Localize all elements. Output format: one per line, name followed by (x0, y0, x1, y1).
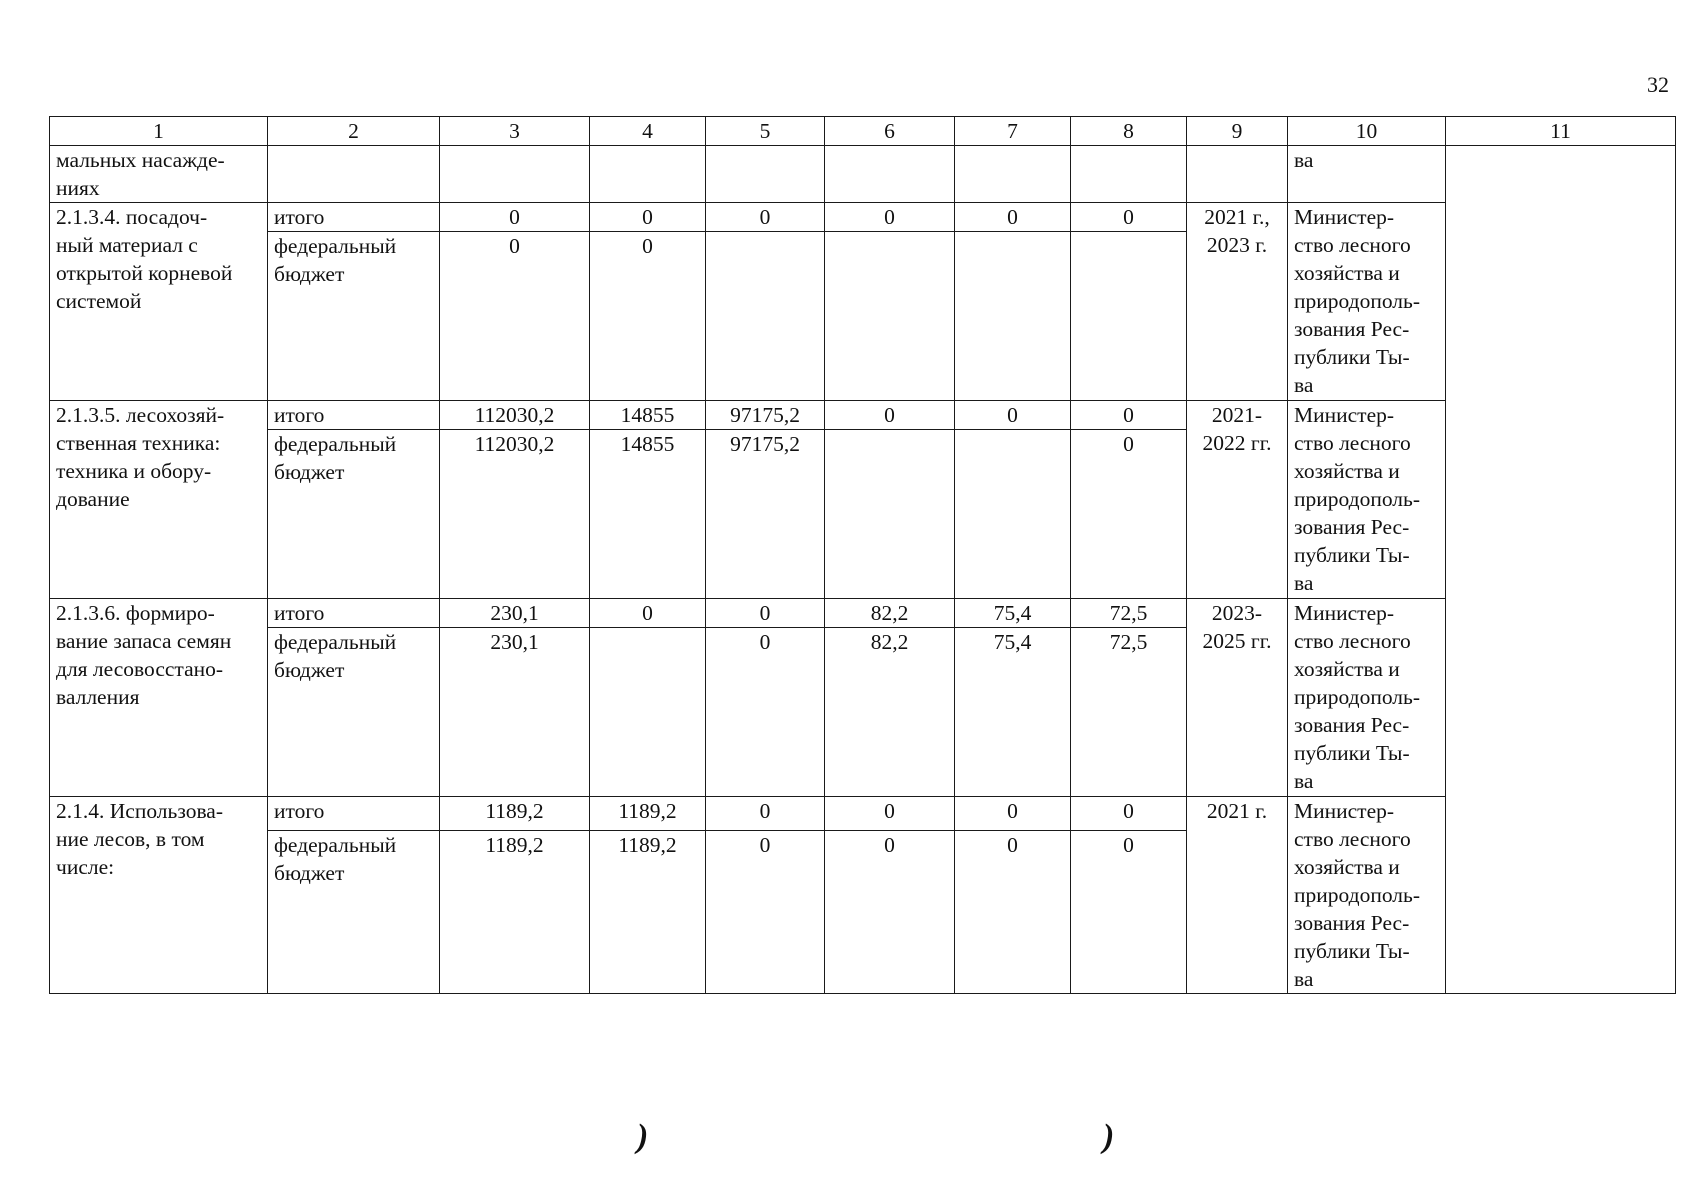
executor-cell: Министер- ство лесного хозяйства и природополь- зования Рес- публики Ты- ва (1288, 203, 1446, 401)
empty-cell (590, 146, 706, 203)
amount-cell: 97175,2 (706, 430, 825, 599)
table-row (50, 797, 1676, 831)
amount-cell: 112030,2 (440, 401, 590, 430)
amount-cell: 0 (440, 232, 590, 401)
source-label-cell: федеральный бюджет (268, 430, 440, 599)
header-cell: 7 (955, 117, 1071, 146)
empty-cell (1071, 146, 1187, 203)
empty-cell (440, 146, 590, 203)
amount-cell: 0 (590, 599, 706, 628)
source-label-cell: итого (268, 797, 440, 831)
table-row (50, 401, 1676, 430)
empty-cell (1187, 146, 1288, 203)
executor-cell: Министер- ство лесного хозяйства и природополь- зования Рес- публики Ты- ва (1288, 797, 1446, 994)
amount-cell: 0 (590, 203, 706, 232)
amount-cell: 72,5 (1071, 599, 1187, 628)
header-cell: 3 (440, 117, 590, 146)
header-cell: 11 (1446, 117, 1676, 146)
amount-cell: 230,1 (440, 628, 590, 797)
header-cell: 8 (1071, 117, 1187, 146)
header-cell: 2 (268, 117, 440, 146)
amount-cell: 1189,2 (440, 797, 590, 831)
amount-cell: 0 (440, 203, 590, 232)
executor-cell: Министер- ство лесного хозяйства и природополь- зования Рес- публики Ты- ва (1288, 401, 1446, 599)
amount-cell: 0 (706, 831, 825, 994)
page-number: 32 (1647, 72, 1669, 97)
item-name-cell: 2.1.4. Использова- ние лесов, в том числе: (50, 797, 268, 994)
source-label-cell: итого (268, 599, 440, 628)
continuation-row (50, 146, 1676, 203)
amount-cell (1071, 232, 1187, 401)
table-row (50, 599, 1676, 628)
amount-cell (825, 430, 955, 599)
amount-cell: 0 (825, 203, 955, 232)
amount-cell: 0 (1071, 797, 1187, 831)
amount-cell: 112030,2 (440, 430, 590, 599)
source-label-cell: итого (268, 401, 440, 430)
item-name-cell: 2.1.3.6. формиро- вание запаса семян для лесовосстано- валления (50, 599, 268, 797)
amount-cell (825, 232, 955, 401)
budget-table (49, 116, 1676, 994)
amount-cell: 1189,2 (590, 797, 706, 831)
amount-cell: 0 (825, 401, 955, 430)
amount-cell: 0 (1071, 831, 1187, 994)
header-row (50, 117, 1676, 146)
amount-cell: 1189,2 (440, 831, 590, 994)
continuation-name-cell: мальных насажде- ниях (50, 146, 268, 203)
executor-cell: Министер- ство лесного хозяйства и природополь- зования Рес- публики Ты- ва (1288, 599, 1446, 797)
amount-cell: 97175,2 (706, 401, 825, 430)
amount-cell: 0 (955, 831, 1071, 994)
amount-cell: 0 (955, 797, 1071, 831)
column-11-cell (1446, 146, 1676, 994)
amount-cell: 75,4 (955, 599, 1071, 628)
amount-cell: 14855 (590, 401, 706, 430)
amount-cell: 230,1 (440, 599, 590, 628)
source-label-cell: федеральный бюджет (268, 232, 440, 401)
empty-cell (706, 146, 825, 203)
table-row (50, 203, 1676, 232)
header-cell: 4 (590, 117, 706, 146)
amount-cell: 14855 (590, 430, 706, 599)
amount-cell: 72,5 (1071, 628, 1187, 797)
header-cell: 5 (706, 117, 825, 146)
years-cell: 2021- 2022 гг. (1187, 401, 1288, 599)
amount-cell (955, 232, 1071, 401)
empty-cell (955, 146, 1071, 203)
amount-cell (590, 628, 706, 797)
empty-cell (268, 146, 440, 203)
amount-cell: 1189,2 (590, 831, 706, 994)
handwritten-mark: ) (1103, 1118, 1115, 1155)
amount-cell: 0 (706, 797, 825, 831)
amount-cell: 0 (825, 797, 955, 831)
amount-cell: 0 (706, 203, 825, 232)
continuation-executor-cell: ва (1288, 146, 1446, 203)
source-label-cell: федеральный бюджет (268, 628, 440, 797)
amount-cell: 0 (955, 401, 1071, 430)
item-name-cell: 2.1.3.4. посадоч- ный материал с открытой корневой системой (50, 203, 268, 401)
years-cell: 2023- 2025 гг. (1187, 599, 1288, 797)
source-label-cell: итого (268, 203, 440, 232)
years-cell: 2021 г. (1187, 797, 1288, 994)
header-cell: 9 (1187, 117, 1288, 146)
amount-cell (706, 232, 825, 401)
amount-cell: 82,2 (825, 599, 955, 628)
handwritten-mark: ) (637, 1118, 649, 1155)
years-cell: 2021 г., 2023 г. (1187, 203, 1288, 401)
amount-cell: 0 (1071, 401, 1187, 430)
amount-cell: 82,2 (825, 628, 955, 797)
header-cell: 6 (825, 117, 955, 146)
amount-cell: 0 (590, 232, 706, 401)
amount-cell (955, 430, 1071, 599)
amount-cell: 0 (955, 203, 1071, 232)
empty-cell (825, 146, 955, 203)
source-label-cell: федеральный бюджет (268, 831, 440, 994)
item-name-cell: 2.1.3.5. лесохозяй- ственная техника: техника и обору- дование (50, 401, 268, 599)
amount-cell: 0 (1071, 203, 1187, 232)
header-cell: 10 (1288, 117, 1446, 146)
amount-cell: 0 (1071, 430, 1187, 599)
amount-cell: 0 (706, 628, 825, 797)
amount-cell: 0 (706, 599, 825, 628)
amount-cell: 0 (825, 831, 955, 994)
header-cell: 1 (50, 117, 268, 146)
amount-cell: 75,4 (955, 628, 1071, 797)
